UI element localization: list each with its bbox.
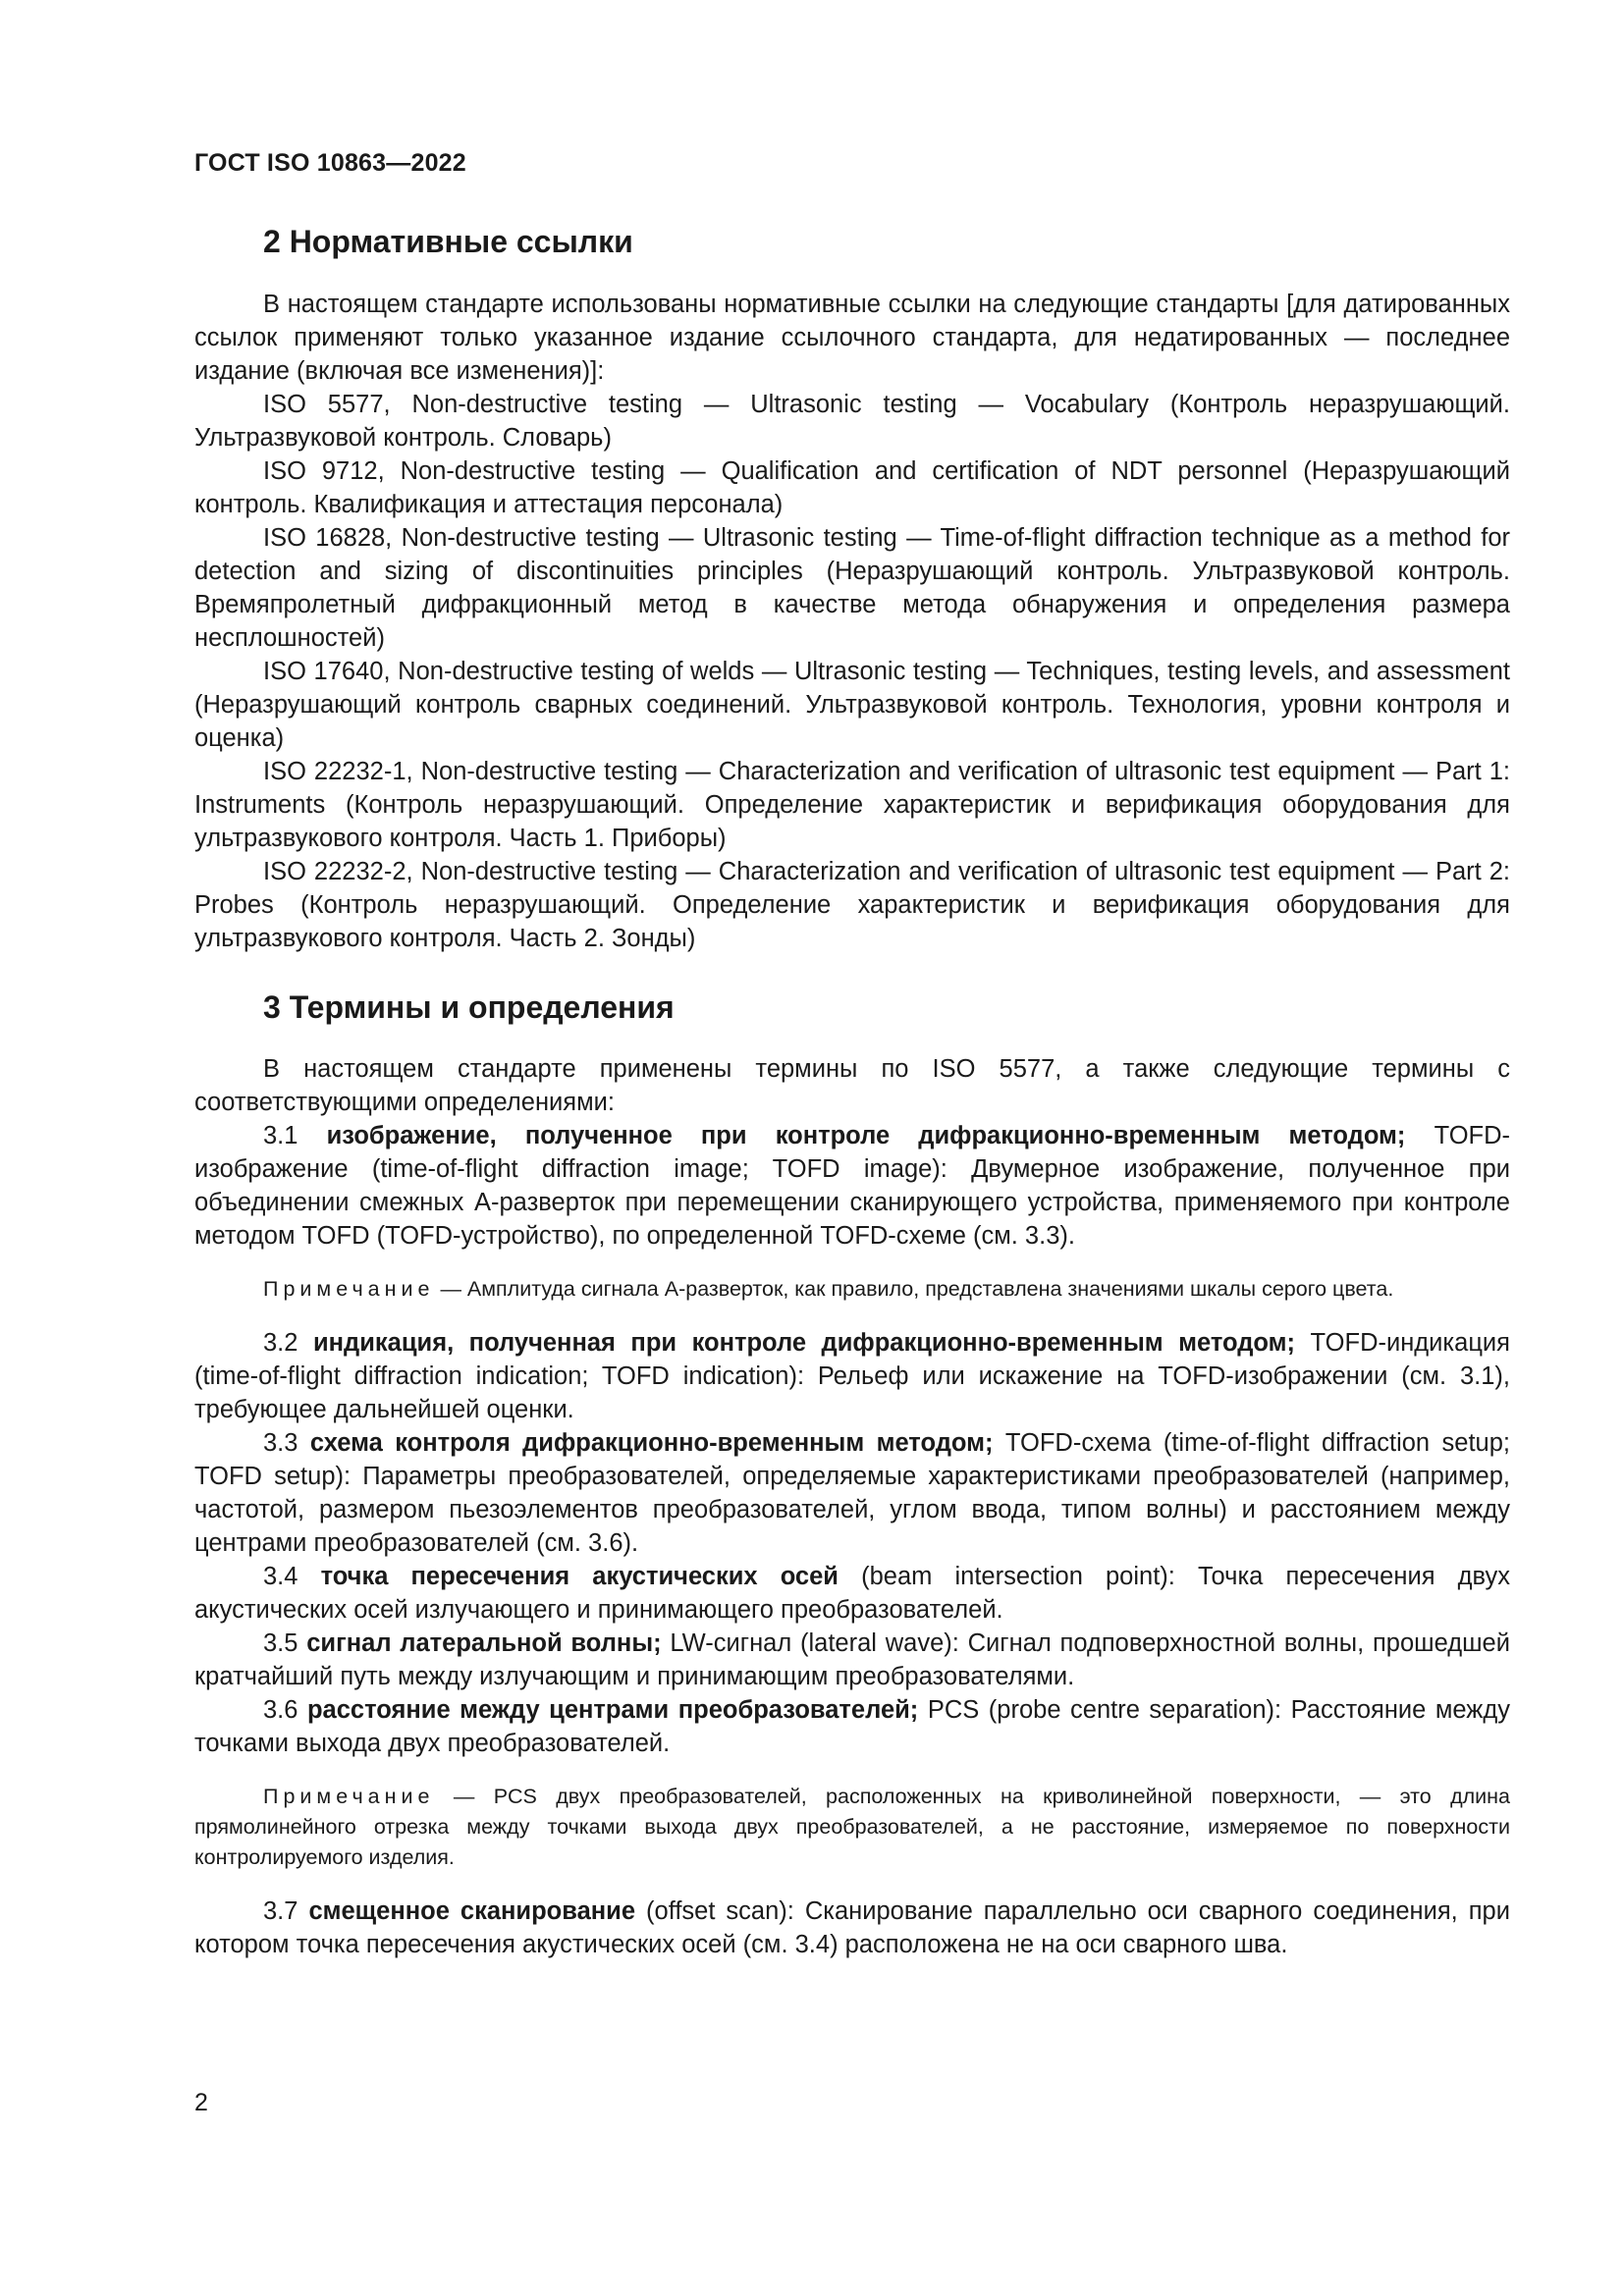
- term-number: 3.1: [263, 1122, 298, 1149]
- term-3-3: [194, 1426, 1510, 1560]
- note-text: — Амплитуда сигнала А-разверток, как правило, представлена значениями шкалы серого цвета.: [440, 1277, 1394, 1301]
- note-label: Примечание: [263, 1277, 435, 1301]
- term-definition: LW-сигнал (lateral wave): Сигнал подповерхностной волны, прошедшей кратчайший путь между излучающим и принимающим преобразователями.: [194, 1629, 1510, 1690]
- note-text: — PCS двух преобразователей, расположенных на криволинейной поверхности, — это длина прямолинейного отрезка между точками выхода двух преобразователей, а не расстояние, измеряемое по поверхности контролируемого изделия.: [194, 1785, 1510, 1869]
- section-terms: [194, 989, 1510, 1026]
- term-number: 3.5: [263, 1629, 298, 1657]
- term-3-7: [194, 1895, 1510, 1961]
- term-3-4: [194, 1560, 1510, 1627]
- term-definition: (offset scan): Сканирование параллельно оси сварного соединения, при котором точка пересечения акустических осей (см. 3.4) расположена не на оси сварного шва.: [194, 1897, 1510, 1958]
- term-name: точка пересечения акустических осей: [320, 1563, 839, 1590]
- reference-item: ISO 17640, Non-destructive testing of welds — Ultrasonic testing — Techniques, testing levels, and assessment (Неразрушающий контроль сварных соединений. Ультразвуковой контроль. Технология, уровни контроля и оценка): [194, 658, 1510, 752]
- term-name: сигнал латеральной волны;: [306, 1629, 662, 1657]
- section-2-body: [194, 288, 1510, 955]
- term-name: расстояние между центрами преобразователей;: [306, 1696, 919, 1724]
- note-1: [194, 1274, 1510, 1305]
- term-number: 3.3: [263, 1429, 298, 1457]
- term-number: 3.6: [263, 1696, 298, 1724]
- term-name: схема контроля дифракционно-временным методом;: [309, 1429, 994, 1457]
- term-3-2: [194, 1326, 1510, 1426]
- document-header: ГОСТ ISO 10863—2022: [194, 149, 466, 177]
- section-3-body: [194, 1052, 1510, 1961]
- note-2: [194, 1782, 1510, 1873]
- term-3-5: [194, 1627, 1510, 1693]
- term-definition: (beam intersection point): Точка пересечения двух акустических осей излучающего и принимающего преобразователей.: [194, 1563, 1510, 1624]
- term-definition: TOFD-изображение (time-of-flight diffraction image; TOFD image): Двумерное изображение, полученное при объединении смежных А-разверток при перемещении сканирующего устройства, применяемого при контроле методом TOFD (TOFD-устройство), по определенной TOFD-схеме (см. 3.3).: [194, 1122, 1511, 1250]
- term-definition: PCS (probe centre separation): Расстояние между точками выхода двух преобразователей.: [194, 1696, 1510, 1757]
- note-label: Примечание: [263, 1785, 435, 1808]
- reference-item: ISO 22232-2, Non-destructive testing — Characterization and verification of ultrasonic test equipment — Part 2: Probes (Контроль неразрушающий. Определение характеристик и верификация оборудования для ультразвукового контроля. Часть 2. Зонды): [194, 858, 1510, 952]
- term-3-1: [194, 1119, 1510, 1253]
- term-number: 3.2: [263, 1329, 298, 1357]
- term-name: изображение, полученное при контроле дифракционно-временным методом;: [326, 1122, 1406, 1149]
- term-number: 3.7: [263, 1897, 298, 1925]
- term-number: 3.4: [263, 1563, 298, 1590]
- term-name: смещенное сканирование: [308, 1897, 636, 1925]
- term-definition: TOFD-индикация (time-of-flight diffraction indication; TOFD indication): Рельеф или искажение на TOFD-изображении (см. 3.1), требующее дальнейшей оценки.: [194, 1329, 1510, 1423]
- section-3-title: 3 Термины и определения: [263, 989, 675, 1025]
- term-definition: TOFD-схема (time-of-flight diffraction setup; TOFD setup): Параметры преобразователей, определяемые характеристиками преобразователей (например, частотой, размером пьезоэлементов преобразователей, углом ввода, типом волны) и расстоянием между центрами преобразователей (см. 3.6).: [194, 1429, 1510, 1557]
- section-2-intro: В настоящем стандарте использованы нормативные ссылки на следующие стандарты [для датированных ссылок применяют только указанное издание ссылочного стандарта, для недатированных — последнее издание (включая все изменения)]:: [194, 291, 1510, 385]
- reference-item: ISO 22232-1, Non-destructive testing — Characterization and verification of ultrasonic test equipment — Part 1: Instruments (Контроль неразрушающий. Определение характеристик и верификация оборудования для ультразвукового контроля. Часть 1. Приборы): [194, 758, 1510, 852]
- section-3-intro: В настоящем стандарте применены термины по ISO 5577, а также следующие термины с соответствующими определениями:: [194, 1055, 1510, 1116]
- term-name: индикация, полученная при контроле дифракционно-временным методом;: [312, 1329, 1296, 1357]
- section-2-title: 2 Нормативные ссылки: [263, 224, 633, 259]
- reference-item: ISO 9712, Non-destructive testing — Qualification and certification of NDT personnel (Неразрушающий контроль. Квалификация и аттестация персонала): [194, 457, 1510, 518]
- section-normative-references: [194, 224, 1510, 260]
- page-number: 2: [194, 2089, 208, 2116]
- term-3-6: [194, 1693, 1510, 1760]
- reference-item: ISO 5577, Non-destructive testing — Ultrasonic testing — Vocabulary (Контроль неразрушающий. Ультразвуковой контроль. Словарь): [194, 391, 1510, 452]
- reference-item: ISO 16828, Non-destructive testing — Ultrasonic testing — Time-of-flight diffraction technique as a method for detection and sizing of discontinuities principles (Неразрушающий контроль. Ультразвуковой контроль. Времяпролетный дифракционный метод в качестве метода обнаружения и определения размера несплошностей): [194, 524, 1510, 652]
